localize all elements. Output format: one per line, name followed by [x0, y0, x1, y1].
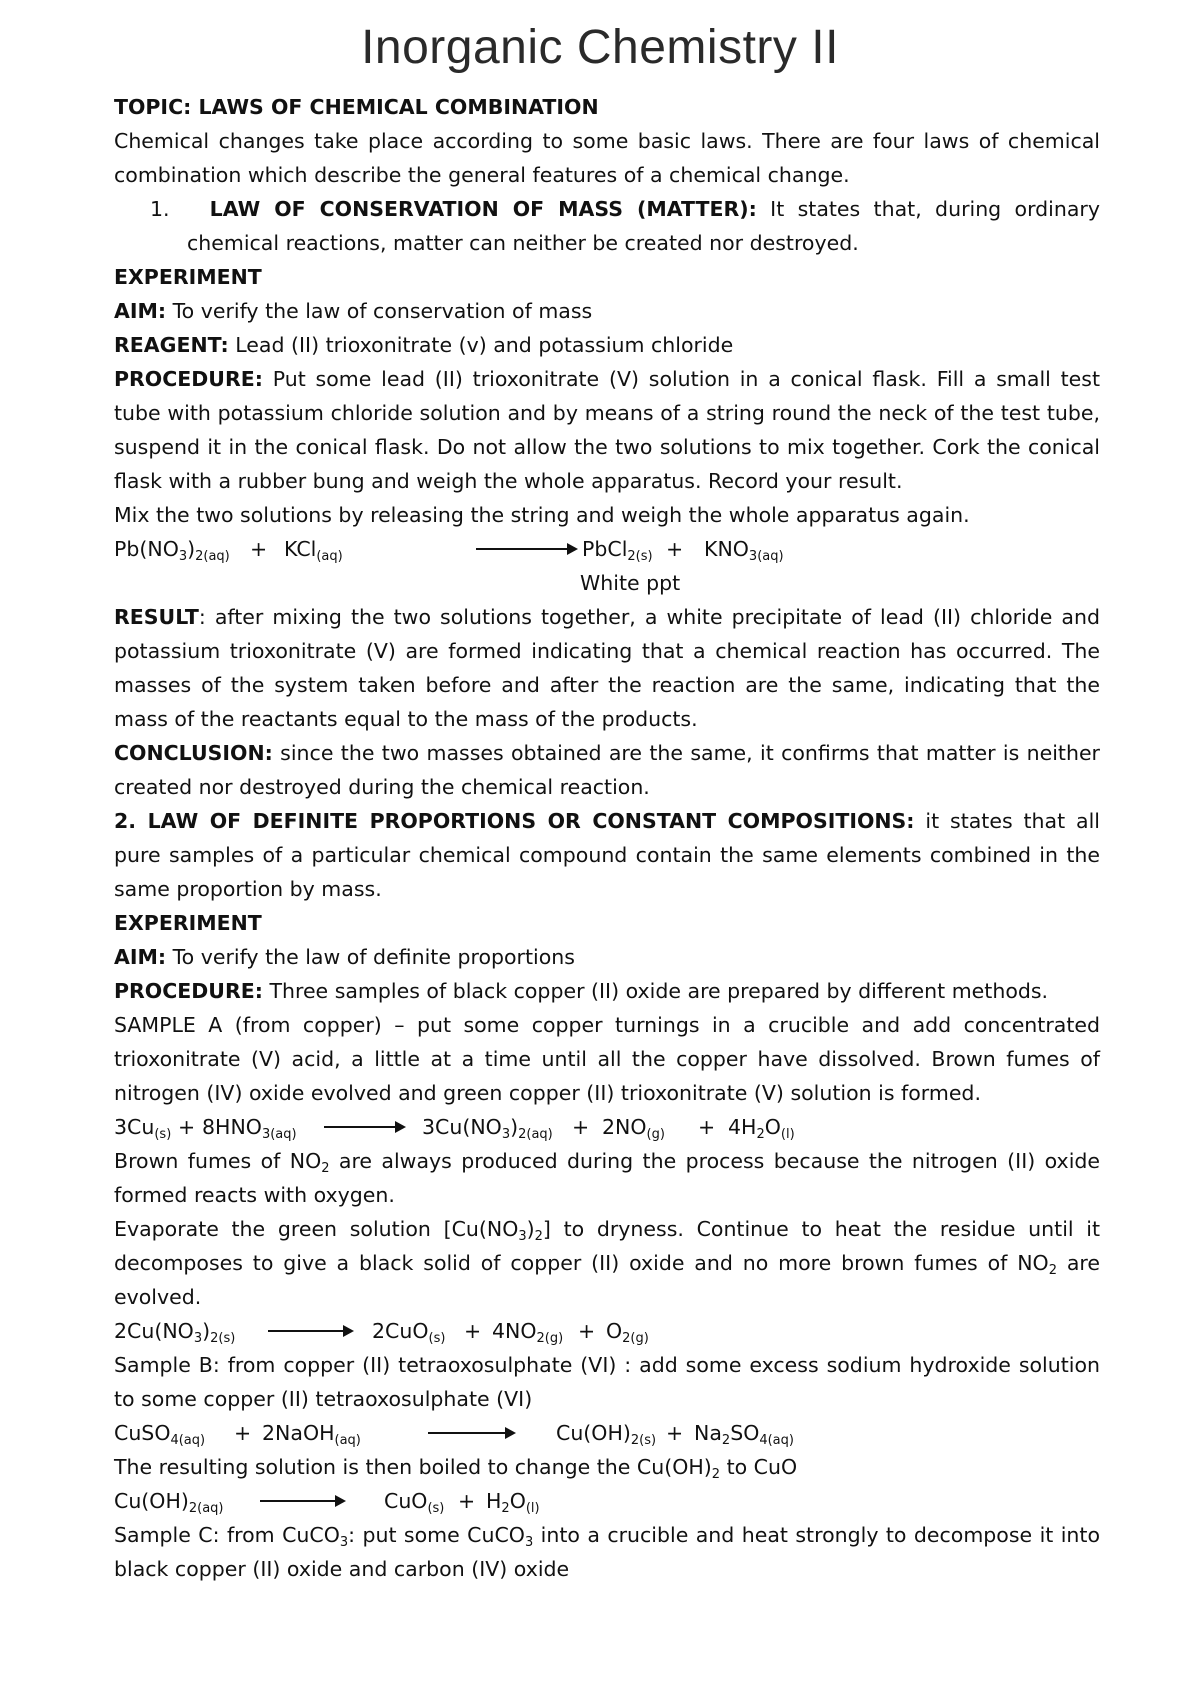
exp2-procedure — [114, 974, 1100, 1008]
eq3-term-2: 2CuO$_{(s)}$ — [372, 1319, 446, 1346]
eq1-product-2: $KNO_{3(aq)}$ — [704, 537, 784, 564]
white-ppt-label: White ppt — [580, 571, 681, 595]
reagent-label: REAGENT: — [114, 333, 229, 357]
eq4-term-2: 2NaOH$_{(aq)}$ — [262, 1421, 361, 1448]
eq5-term-1: $Cu(OH)_{2(aq)}$ — [114, 1489, 224, 1516]
brown-fumes-paragraph: Brown fumes of $NO_2$ are always produced during the process because the nitrogen (II) oxide formed reacts with oxygen. — [114, 1149, 1101, 1207]
eq4-term-4: $Na_2SO_{4(aq)}$ — [694, 1421, 794, 1448]
exp1-result — [114, 600, 1100, 736]
sample-c-paragraph: Sample C: from CuCO$_3$: put some CuCO$_3$ into a crucible and heat strongly to decompose it into black copper (II) oxide and carbon (IV) oxide — [114, 1523, 1101, 1581]
law1-number: 1. — [150, 197, 170, 221]
equation-2 — [114, 1110, 1100, 1144]
evaporate-paragraph: Evaporate the green solution $[Cu(NO_3)_2]$ to dryness. Continue to heat the residue until it decomposes to give a black solid of copper (II) oxide and no more brown fumes of $NO_2$ are evolved. — [114, 1217, 1101, 1309]
exp1-mix: Mix the two solutions by releasing the string and weigh the whole apparatus again. — [114, 503, 970, 527]
eq2-term-1: $3Cu_{(s)}$ — [114, 1115, 172, 1142]
eq4-term-3: $Cu(OH)_{2(s)}$ — [556, 1421, 657, 1448]
procedure-label: PROCEDURE: — [114, 979, 263, 1003]
sample-b-paragraph: Sample B: from copper (II) tetraoxosulphate (VI) : add some excess sodium hydroxide solution to some copper (II) tetraoxosulphate (VI) — [114, 1353, 1100, 1411]
eq5-arrow — [260, 1500, 344, 1502]
law1-text: It states that, during ordinary chemical reactions, matter can neither be created nor destroyed. — [187, 197, 1100, 255]
eq4-arrow — [428, 1432, 514, 1434]
aim-text: To verify the law of conservation of mass — [166, 299, 593, 323]
eq1-reactant-2: KCl$_{(aq)}$ — [284, 537, 343, 564]
procedure-label: PROCEDURE: — [114, 367, 263, 391]
document-body — [114, 90, 1100, 1586]
eq4-plus: + — [234, 1421, 252, 1445]
equation-5 — [114, 1484, 1100, 1518]
equation-4 — [114, 1416, 1100, 1450]
eq2-arrow — [324, 1126, 404, 1128]
exp1-heading: EXPERIMENT — [114, 265, 262, 289]
exp2-heading: EXPERIMENT — [114, 911, 262, 935]
exp1-aim — [114, 294, 1100, 328]
law2-heading: 2. LAW OF DEFINITE PROPORTIONS OR CONSTANT COMPOSITIONS: — [114, 809, 915, 833]
aim-text: To verify the law of definite proportions — [166, 945, 575, 969]
eq2-term-3: $3Cu(NO_3)_{2(aq)}$ — [422, 1115, 553, 1142]
topic-heading: TOPIC: LAWS OF CHEMICAL COMBINATION — [114, 95, 599, 119]
eq4-term-1: CuSO$_{4(aq)}$ — [114, 1421, 206, 1448]
eq2-term-2: $8HNO_{3(aq)}$ — [202, 1115, 297, 1142]
eq5-term-3: $H_2O_{(l)}$ — [486, 1489, 540, 1516]
eq1-product-1: PbCl$_{2(s)}$ — [582, 537, 653, 564]
law2-text: it states that all pure samples of a particular chemical compound contain the same elements combined in the same proportion by mass. — [114, 809, 1100, 901]
eq3-term-4: $O_{2(g)}$ — [606, 1319, 649, 1346]
boil-paragraph: The resulting solution is then boiled to change the $Cu(OH)_2$ to CuO — [114, 1455, 798, 1482]
eq2-term-5: $4H_2O_{(l)}$ — [728, 1115, 795, 1142]
eq5-term-2: CuO$_{(s)}$ — [384, 1489, 445, 1516]
eq1-reactant-1: $Pb(NO_3)_{2(aq)}$ — [114, 537, 230, 564]
eq1-arrow — [476, 548, 576, 550]
result-label: RESULT — [114, 605, 199, 629]
sample-a-paragraph: SAMPLE A (from copper) – put some copper turnings in a crucible and add concentrated trioxonitrate (V) acid, a little at a time until all the copper have dissolved. Brown fumes of nitrogen (IV) oxide evolved and green copper (II) trioxonitrate (V) solution is formed. — [114, 1013, 1100, 1105]
intro-paragraph: Chemical changes take place according to some basic laws. There are four laws of chemical combination which describe the general features of a chemical change. — [114, 129, 1100, 187]
eq2-plus-3: + — [698, 1115, 716, 1139]
eq3-arrow — [268, 1330, 352, 1332]
eq3-plus: + — [464, 1319, 482, 1343]
eq2-plus-2: + — [572, 1115, 590, 1139]
procedure-text: Three samples of black copper (II) oxide are prepared by different methods. — [262, 979, 1049, 1003]
equation-1 — [114, 532, 1100, 566]
page-title: Inorganic Chemistry II — [361, 21, 839, 74]
result-text: : after mixing the two solutions together, a white precipitate of lead (II) chloride and potassium trioxonitrate (V) are formed indicating that a chemical reaction has occurred. The masses of the system taken before and after the reaction are the same, indicating that the mass of the reactants equal to the mass of the products. — [114, 605, 1100, 731]
eq3-term-1: $2Cu(NO_3)_{2(s)}$ — [114, 1319, 236, 1346]
equation-3 — [114, 1314, 1100, 1348]
exp1-reagent — [114, 328, 1100, 362]
aim-label: AIM: — [114, 299, 167, 323]
exp2-aim — [114, 940, 1100, 974]
eq5-plus: + — [458, 1489, 476, 1513]
conclusion-label: CONCLUSION: — [114, 741, 273, 765]
law1-heading: LAW OF CONSERVATION OF MASS (MATTER): — [209, 197, 757, 221]
procedure-text: Put some lead (II) trioxonitrate (V) solution in a conical flask. Fill a small test tube with potassium chloride solution and by means of a string round the neck of the test tube, suspend it in the conical flask. Do not allow the two solutions to mix together. Cork the conical flask with a rubber bung and weigh the whole apparatus. Record your result. — [114, 367, 1100, 493]
eq2-plus: + — [178, 1115, 196, 1139]
eq1-plus: + — [250, 537, 268, 561]
equation-1-note — [114, 566, 1100, 600]
exp1-procedure — [114, 362, 1100, 498]
eq3-plus-2: + — [578, 1319, 596, 1343]
eq4-plus-2: + — [666, 1421, 684, 1445]
reagent-text: Lead (II) trioxonitrate (v) and potassium chloride — [228, 333, 734, 357]
law2-paragraph — [114, 804, 1100, 906]
eq2-term-4: $2NO_{(g)}$ — [602, 1115, 665, 1142]
exp1-conclusion — [114, 736, 1100, 804]
eq3-term-3: $4NO_{2(g)}$ — [492, 1319, 564, 1346]
conclusion-text: since the two masses obtained are the same, it confirms that matter is neither created nor destroyed during the chemical reaction. — [114, 741, 1100, 799]
eq1-plus-2: + — [666, 537, 684, 561]
law1-paragraph — [114, 192, 1100, 260]
aim-label: AIM: — [114, 945, 167, 969]
